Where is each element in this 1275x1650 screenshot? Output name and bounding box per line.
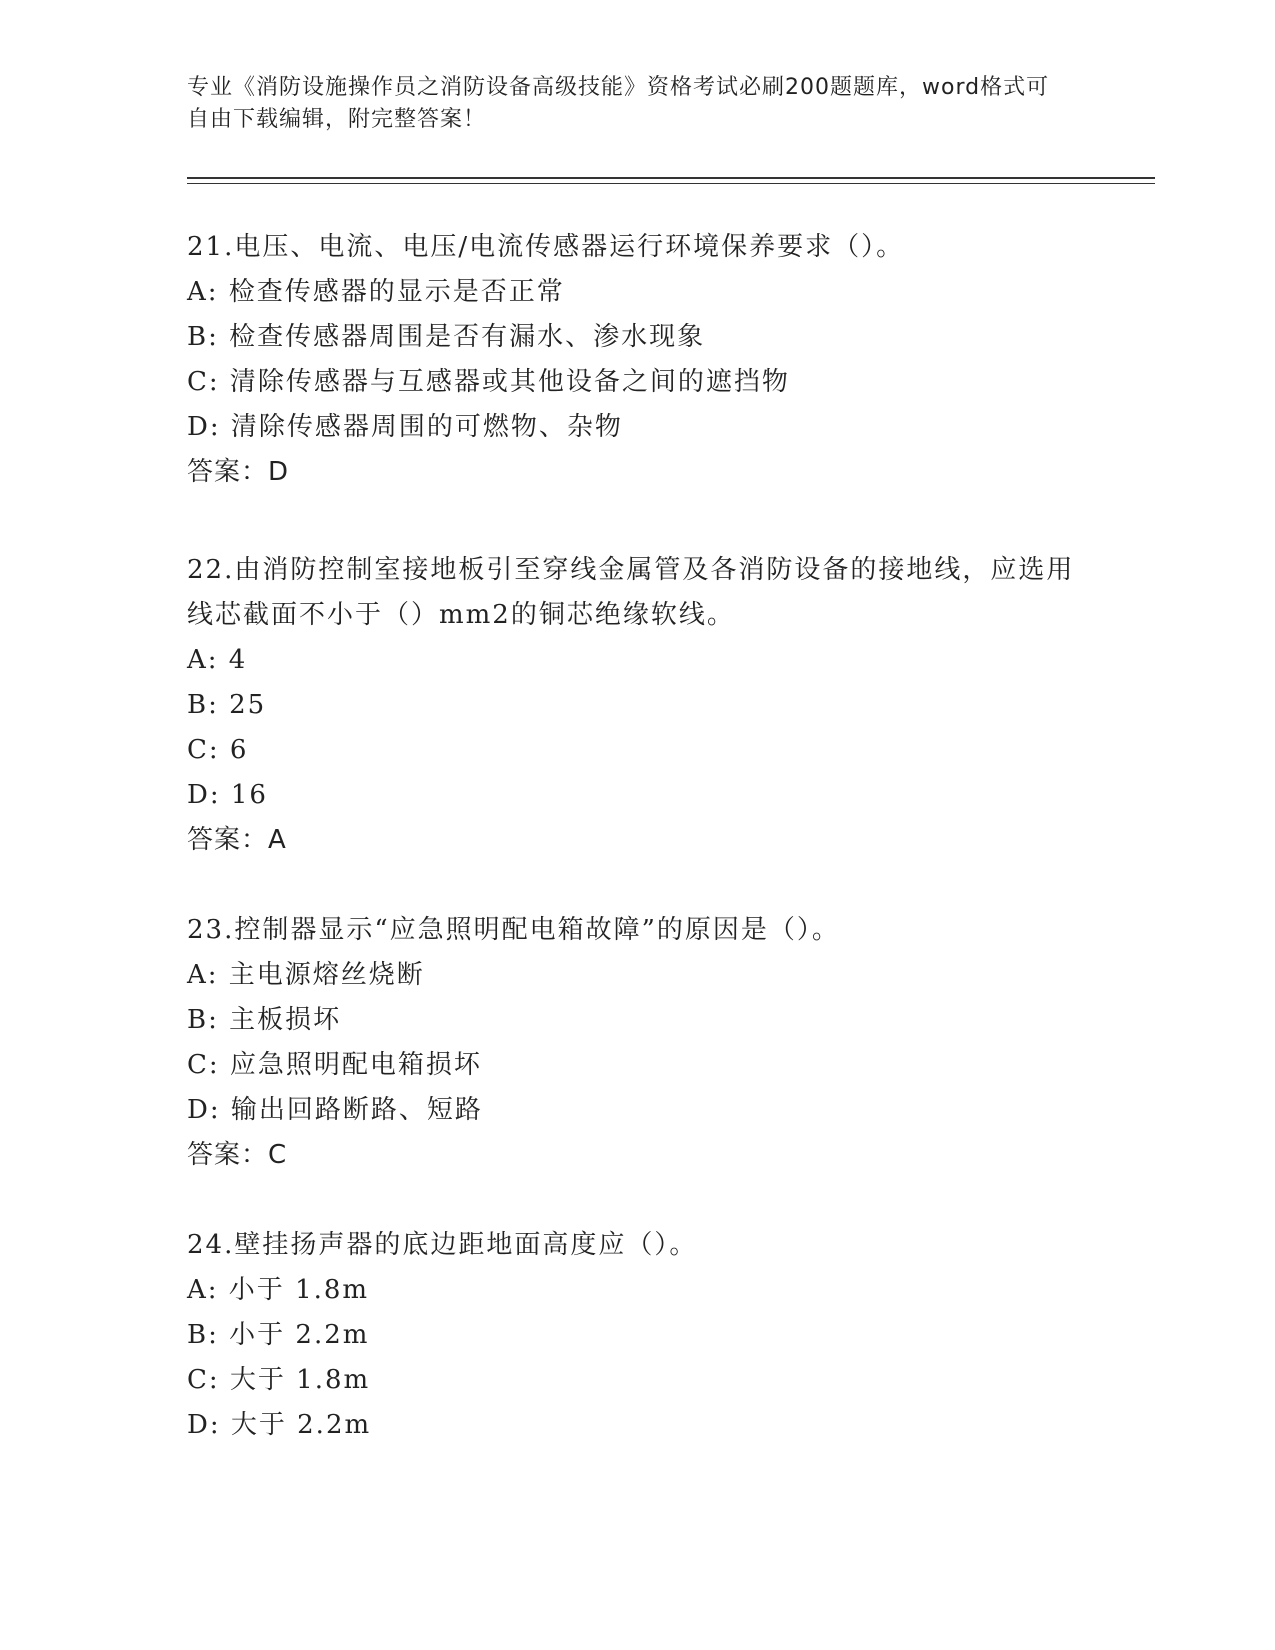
header-text: 专业《消防设施操作员之消防设备高级技能》资格考试必刷200题题库，word格式可自由下载编辑，附完整答案！ [187, 75, 1050, 132]
option-c: C: 清除传感器与互感器或其他设备之间的遮挡物 [187, 367, 790, 397]
option-b: B: 主板损坏 [187, 1005, 342, 1035]
question-stem: 23.控制器显示“应急照明配电箱故障”的原因是（）。 [187, 915, 840, 945]
option-a: A: 检查传感器的显示是否正常 [187, 277, 565, 307]
question-22 [187, 548, 1087, 863]
option-b: B: 检查传感器周围是否有漏水、渗水现象 [187, 322, 706, 352]
document-header [187, 72, 1067, 136]
option-d: D: 大于 2.2m [187, 1410, 372, 1440]
question-23 [187, 908, 1087, 1178]
option-c: C: 6 [187, 735, 249, 765]
question-stem: 24.壁挂扬声器的底边距地面高度应（）。 [187, 1230, 698, 1260]
answer: 答案：D [187, 457, 290, 487]
option-d: D: 输出回路断路、短路 [187, 1095, 483, 1125]
answer: 答案：C [187, 1140, 288, 1170]
question-24 [187, 1223, 1087, 1448]
option-d: D: 清除传感器周围的可燃物、杂物 [187, 412, 623, 442]
option-a: A: 4 [187, 645, 248, 675]
question-stem: 22.由消防控制室接地板引至穿线金属管及各消防设备的接地线，应选用线芯截面不小于（）mm2的铜芯绝缘软线。 [187, 555, 1075, 630]
header-rule [187, 177, 1155, 179]
option-c: C: 应急照明配电箱损坏 [187, 1050, 482, 1080]
header-rule-thin [187, 183, 1155, 184]
option-a: A: 主电源熔丝烧断 [187, 960, 425, 990]
option-b: B: 小于 2.2m [187, 1320, 370, 1350]
question-stem: 21.电压、电流、电压/电流传感器运行环境保养要求（）。 [187, 232, 905, 262]
option-c: C: 大于 1.8m [187, 1365, 371, 1395]
option-d: D: 16 [187, 780, 268, 810]
option-a: A: 小于 1.8m [187, 1275, 370, 1305]
question-21 [187, 225, 1087, 495]
answer: 答案：A [187, 825, 287, 855]
option-b: B: 25 [187, 690, 267, 720]
